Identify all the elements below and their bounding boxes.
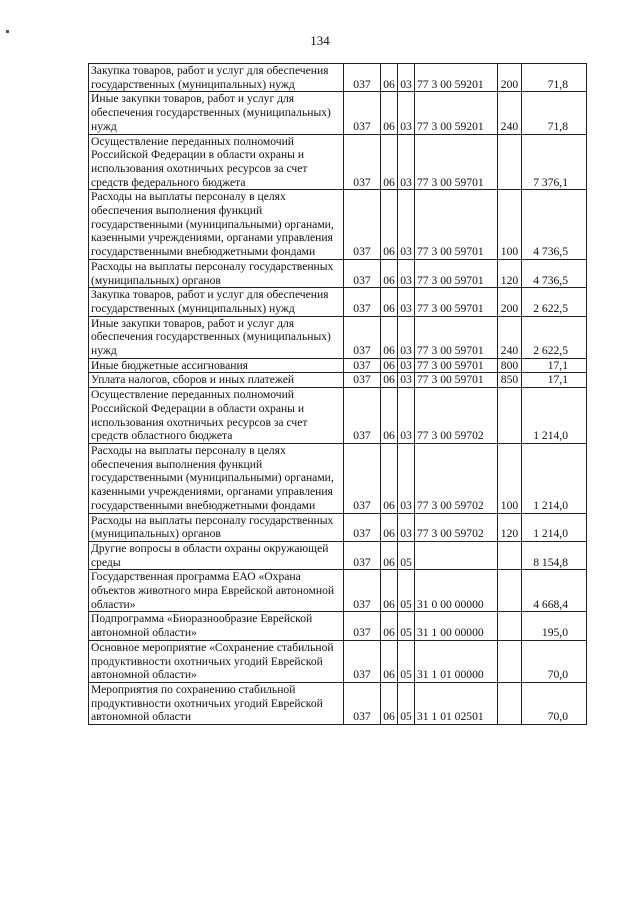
table-row <box>89 612 587 640</box>
target-article-cell: 31 1 01 02501 <box>415 682 498 724</box>
ministry-code-cell: 037 <box>344 541 381 569</box>
section-code-cell: 06 <box>381 443 398 513</box>
expense-type-cell: 100 <box>498 443 522 513</box>
subsection-code-cell: 03 <box>398 373 415 388</box>
expense-type-cell: 120 <box>498 259 522 287</box>
ministry-code-cell: 037 <box>344 612 381 640</box>
target-article-cell: 77 3 00 59702 <box>415 513 498 541</box>
subsection-code-cell: 03 <box>398 134 415 190</box>
section-code-cell: 06 <box>381 612 398 640</box>
expense-name-cell: Иные закупки товаров, работ и услуг для обеспечения государственных (муниципальных) нужд <box>89 316 344 358</box>
ministry-code-cell: 037 <box>344 358 381 373</box>
table-row <box>89 570 587 612</box>
target-article-cell: 77 3 00 59701 <box>415 288 498 316</box>
table-row <box>89 134 587 190</box>
section-code-cell: 06 <box>381 259 398 287</box>
table-row <box>89 541 587 569</box>
target-article-cell: 77 3 00 59201 <box>415 92 498 134</box>
subsection-code-cell: 05 <box>398 682 415 724</box>
section-code-cell: 06 <box>381 190 398 260</box>
ministry-code-cell: 037 <box>344 640 381 682</box>
expense-name-cell: Подпрограмма «Биоразнообразие Еврейской автономной области» <box>89 612 344 640</box>
target-article-cell: 77 3 00 59701 <box>415 259 498 287</box>
budget-table <box>88 63 587 725</box>
section-code-cell: 06 <box>381 373 398 388</box>
subsection-code-cell: 03 <box>398 443 415 513</box>
ministry-code-cell: 037 <box>344 288 381 316</box>
amount-cell: 1 214,0 <box>522 388 587 444</box>
amount-cell: 17,1 <box>522 373 587 388</box>
expense-type-cell: 240 <box>498 92 522 134</box>
table-row <box>89 443 587 513</box>
amount-cell: 70,0 <box>522 682 587 724</box>
target-article-cell: 31 0 00 00000 <box>415 570 498 612</box>
subsection-code-cell: 03 <box>398 288 415 316</box>
expense-name-cell: Закупка товаров, работ и услуг для обеспечения государственных (муниципальных) нужд <box>89 64 344 92</box>
table-row <box>89 259 587 287</box>
page-number: 134 <box>310 33 330 48</box>
subsection-code-cell: 03 <box>398 316 415 358</box>
section-code-cell: 06 <box>381 682 398 724</box>
section-code-cell: 06 <box>381 541 398 569</box>
section-code-cell: 06 <box>381 513 398 541</box>
section-code-cell: 06 <box>381 570 398 612</box>
subsection-code-cell: 05 <box>398 570 415 612</box>
table-row <box>89 682 587 724</box>
ministry-code-cell: 037 <box>344 134 381 190</box>
target-article-cell: 77 3 00 59201 <box>415 64 498 92</box>
subsection-code-cell: 03 <box>398 388 415 444</box>
expense-name-cell: Расходы на выплаты персоналу в целях обеспечения выполнения функций государственными (муниципальными) органами, казенными учреждениями, органами управления государственными внебюджетными фондами <box>89 443 344 513</box>
ministry-code-cell: 037 <box>344 64 381 92</box>
expense-type-cell <box>498 570 522 612</box>
amount-cell: 8 154,8 <box>522 541 587 569</box>
expense-type-cell: 200 <box>498 288 522 316</box>
ministry-code-cell: 037 <box>344 682 381 724</box>
expense-name-cell: Государственная программа ЕАО «Охрана объектов животного мира Еврейской автономной области» <box>89 570 344 612</box>
ministry-code-cell: 037 <box>344 388 381 444</box>
expense-name-cell: Основное мероприятие «Сохранение стабильной продуктивности охотничьих угодий Еврейской автономной области» <box>89 640 344 682</box>
section-code-cell: 06 <box>381 64 398 92</box>
target-article-cell: 77 3 00 59701 <box>415 373 498 388</box>
subsection-code-cell: 03 <box>398 259 415 287</box>
ministry-code-cell: 037 <box>344 513 381 541</box>
section-code-cell: 06 <box>381 640 398 682</box>
target-article-cell: 77 3 00 59701 <box>415 358 498 373</box>
ministry-code-cell: 037 <box>344 443 381 513</box>
ministry-code-cell: 037 <box>344 259 381 287</box>
target-article-cell: 31 1 00 00000 <box>415 612 498 640</box>
ministry-code-cell: 037 <box>344 373 381 388</box>
section-code-cell: 06 <box>381 288 398 316</box>
section-code-cell: 06 <box>381 92 398 134</box>
subsection-code-cell: 03 <box>398 190 415 260</box>
target-article-cell: 77 3 00 59701 <box>415 190 498 260</box>
expense-type-cell <box>498 134 522 190</box>
amount-cell: 17,1 <box>522 358 587 373</box>
subsection-code-cell: 03 <box>398 64 415 92</box>
expense-type-cell: 200 <box>498 64 522 92</box>
table-row <box>89 388 587 444</box>
expense-type-cell <box>498 640 522 682</box>
amount-cell: 1 214,0 <box>522 513 587 541</box>
ministry-code-cell: 037 <box>344 92 381 134</box>
amount-cell: 71,8 <box>522 64 587 92</box>
expense-type-cell: 100 <box>498 190 522 260</box>
target-article-cell: 77 3 00 59701 <box>415 134 498 190</box>
table-row <box>89 358 587 373</box>
ministry-code-cell: 037 <box>344 190 381 260</box>
subsection-code-cell: 05 <box>398 541 415 569</box>
expense-type-cell: 800 <box>498 358 522 373</box>
amount-cell: 1 214,0 <box>522 443 587 513</box>
expense-type-cell <box>498 682 522 724</box>
subsection-code-cell: 05 <box>398 640 415 682</box>
expense-type-cell <box>498 612 522 640</box>
expense-name-cell: Другие вопросы в области охраны окружающей среды <box>89 541 344 569</box>
subsection-code-cell: 05 <box>398 612 415 640</box>
target-article-cell: 77 3 00 59701 <box>415 316 498 358</box>
expense-name-cell: Расходы на выплаты персоналу в целях обеспечения выполнения функций государственными (муниципальными) органами, казенными учреждениями, органами управления государственными внебюджетными фондами <box>89 190 344 260</box>
amount-cell: 2 622,5 <box>522 288 587 316</box>
expense-name-cell: Закупка товаров, работ и услуг для обеспечения государственных (муниципальных) нужд <box>89 288 344 316</box>
expense-type-cell: 120 <box>498 513 522 541</box>
table-row <box>89 288 587 316</box>
ministry-code-cell: 037 <box>344 316 381 358</box>
amount-cell: 7 376,1 <box>522 134 587 190</box>
expense-name-cell: Уплата налогов, сборов и иных платежей <box>89 373 344 388</box>
table-row <box>89 640 587 682</box>
expense-name-cell: Осуществление переданных полномочий Российской Федерации в области охраны и использования охотничьих ресурсов за счет средств федерального бюджета <box>89 134 344 190</box>
amount-cell: 4 736,5 <box>522 190 587 260</box>
table-row <box>89 190 587 260</box>
table-row <box>89 513 587 541</box>
amount-cell: 70,0 <box>522 640 587 682</box>
expense-name-cell: Осуществление переданных полномочий Российской Федерации в области охраны и использования охотничьих ресурсов за счет средств областного бюджета <box>89 388 344 444</box>
expense-type-cell: 850 <box>498 373 522 388</box>
subsection-code-cell: 03 <box>398 513 415 541</box>
table-row <box>89 92 587 134</box>
expense-type-cell: 240 <box>498 316 522 358</box>
section-code-cell: 06 <box>381 388 398 444</box>
expense-name-cell: Мероприятия по сохранению стабильной продуктивности охотничьих угодий Еврейской автономной области <box>89 682 344 724</box>
section-code-cell: 06 <box>381 316 398 358</box>
expense-type-cell <box>498 541 522 569</box>
expense-name-cell: Расходы на выплаты персоналу государственных (муниципальных) органов <box>89 513 344 541</box>
amount-cell: 71,8 <box>522 92 587 134</box>
table-row <box>89 316 587 358</box>
subsection-code-cell: 03 <box>398 92 415 134</box>
expense-name-cell: Иные бюджетные ассигнования <box>89 358 344 373</box>
target-article-cell: 77 3 00 59702 <box>415 443 498 513</box>
target-article-cell <box>415 541 498 569</box>
section-code-cell: 06 <box>381 358 398 373</box>
ministry-code-cell: 037 <box>344 570 381 612</box>
table-row <box>89 64 587 92</box>
subsection-code-cell: 03 <box>398 358 415 373</box>
table-row <box>89 373 587 388</box>
target-article-cell: 31 1 01 00000 <box>415 640 498 682</box>
amount-cell: 4 668,4 <box>522 570 587 612</box>
expense-name-cell: Расходы на выплаты персоналу государственных (муниципальных) органов <box>89 259 344 287</box>
expense-name-cell: Иные закупки товаров, работ и услуг для обеспечения государственных (муниципальных) нужд <box>89 92 344 134</box>
amount-cell: 4 736,5 <box>522 259 587 287</box>
amount-cell: 2 622,5 <box>522 316 587 358</box>
target-article-cell: 77 3 00 59702 <box>415 388 498 444</box>
expense-type-cell <box>498 388 522 444</box>
section-code-cell: 06 <box>381 134 398 190</box>
amount-cell: 195,0 <box>522 612 587 640</box>
